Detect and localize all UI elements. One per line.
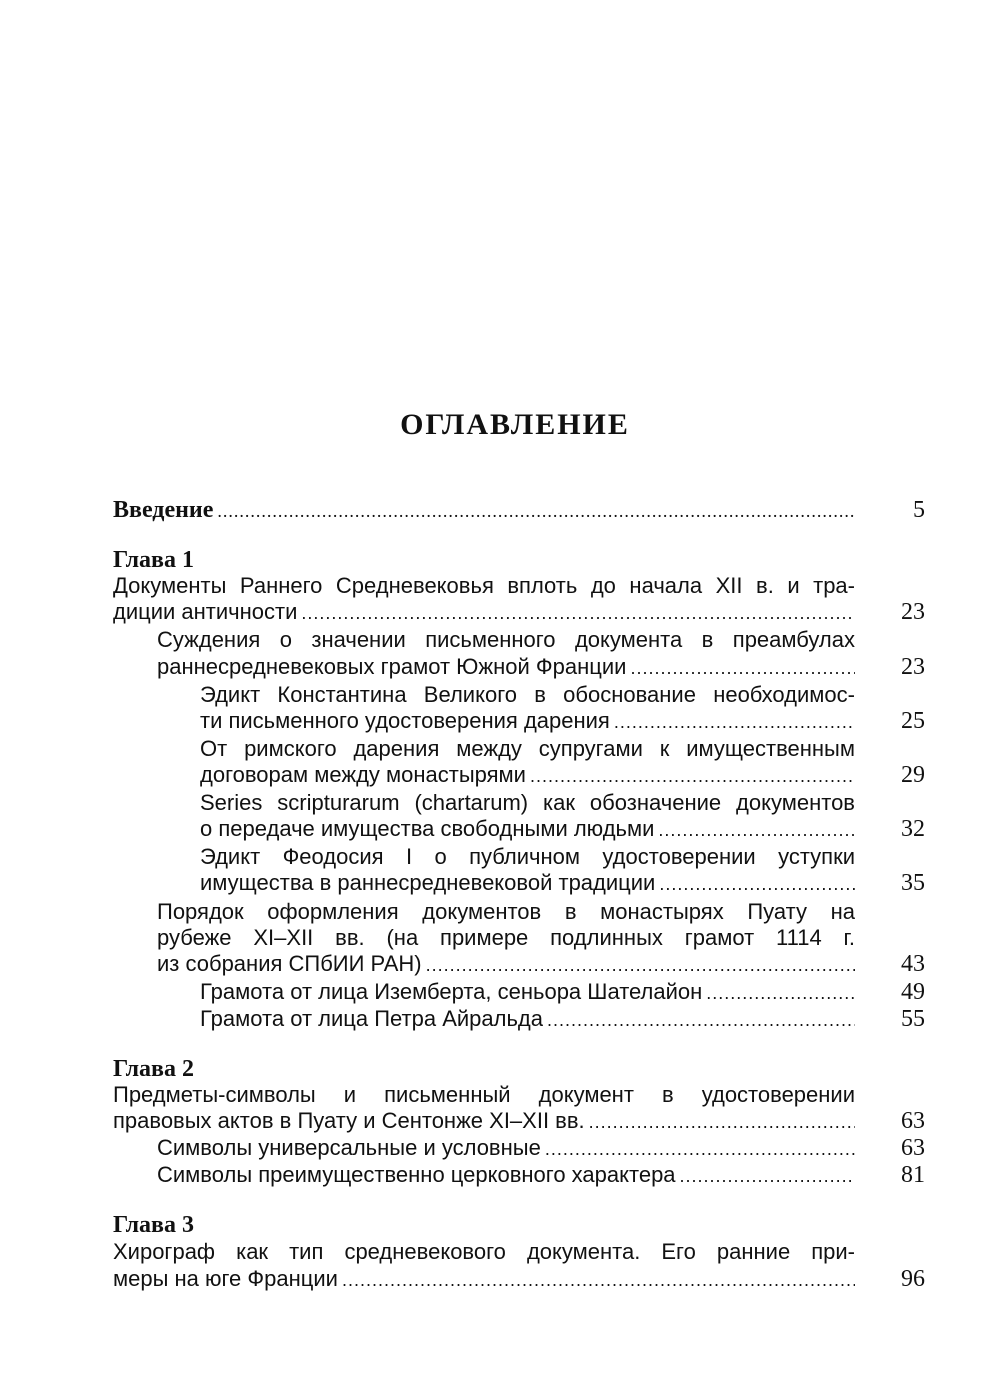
page-number: 81: [901, 1162, 925, 1188]
toc-entry-line[interactable]: От римского дарения между супругами к имущественным: [200, 736, 855, 761]
toc-entry-subsection[interactable]: договорам между монастырями ..... 29: [200, 759, 925, 791]
chapter-heading: Глава 3: [113, 1212, 194, 1238]
page-number: 43: [901, 951, 925, 977]
toc-entry-line[interactable]: рубеже XI–XII вв. (на примере подлинных грамот 1114 г.: [157, 925, 855, 950]
toc-entry-line[interactable]: Хирограф как тип средневекового документа. Его ранние при-: [113, 1239, 855, 1264]
toc-entry-section[interactable]: из собрания СПбИИ РАН) ..... 43: [157, 948, 925, 980]
leader-dots: [680, 1160, 855, 1192]
toc-entry-subsection[interactable]: Грамота от лица Петра Айральда ..... 55: [200, 1003, 925, 1035]
page-number: 25: [901, 708, 925, 734]
page-number: 5: [913, 497, 925, 523]
toc-entry-intro[interactable]: [113, 494, 925, 526]
page-number: 29: [901, 762, 925, 788]
toc-entry-chapter2[interactable]: правовых актов в Пуату и Сентонже XI–XII вв. ..... 63: [113, 1105, 925, 1137]
toc-entry-subsection[interactable]: Грамота от лица Иземберта, сеньора Шателайон ..... 49: [200, 976, 925, 1008]
toc-entry-line[interactable]: Суждения о значении письменного документа в преамбулах: [157, 627, 855, 652]
leader-dots: [342, 1264, 855, 1296]
page-number: 23: [901, 654, 925, 680]
chapter-heading: Глава 2: [113, 1056, 194, 1082]
toc-entry-line[interactable]: Series scripturarum (chartarum) как обозначение документов: [200, 790, 855, 815]
leader-dots: [547, 1004, 855, 1036]
toc-entry-line[interactable]: Эдикт Феодосия I о публичном удостоверении уступки: [200, 844, 855, 869]
toc-entry-subsection[interactable]: о передаче имущества свободными людьми ..... 32: [200, 813, 925, 845]
chapter-heading: Глава 1: [113, 547, 194, 573]
toc-entry-line[interactable]: Эдикт Константина Великого в обоснование необходимос-: [200, 682, 855, 707]
leader-dots: [217, 495, 855, 527]
page-title: ОГЛАВЛЕНИЕ: [400, 408, 630, 441]
page-number: 49: [901, 979, 925, 1005]
toc-entry-subsection[interactable]: ти письменного удостоверения дарения ..... 25: [200, 705, 925, 737]
toc-entry-section[interactable]: Символы преимущественно церковного характера ..... 81: [157, 1159, 925, 1191]
toc-entry-chapter3[interactable]: меры на юге Франции ..... 96: [113, 1263, 925, 1295]
toc-entry-label: Введение: [113, 497, 214, 523]
toc-entry-chapter1[interactable]: диции античности ..... 23: [113, 596, 925, 628]
toc-entry-line[interactable]: Предметы-символы и письменный документ в удостоверении: [113, 1082, 855, 1107]
page-number: 96: [901, 1266, 925, 1292]
toc-entry-line[interactable]: Документы Раннего Средневековья вплоть до начала XII в. и тра-: [113, 573, 855, 598]
page-number: 63: [901, 1135, 925, 1161]
page-number: 35: [901, 870, 925, 896]
page-number: 55: [901, 1006, 925, 1032]
page-number: 32: [901, 816, 925, 842]
toc-entry-section[interactable]: раннесредневековых грамот Южной Франции ..... 23: [157, 651, 925, 683]
toc-entry-line[interactable]: Порядок оформления документов в монастырях Пуату на: [157, 899, 855, 924]
toc-entry-subsection[interactable]: имущества в раннесредневековой традиции ..... 35: [200, 867, 925, 899]
page-number: 23: [901, 599, 925, 625]
page-number: 63: [901, 1108, 925, 1134]
toc-entry-section[interactable]: Символы универсальные и условные ..... 63: [157, 1132, 925, 1164]
